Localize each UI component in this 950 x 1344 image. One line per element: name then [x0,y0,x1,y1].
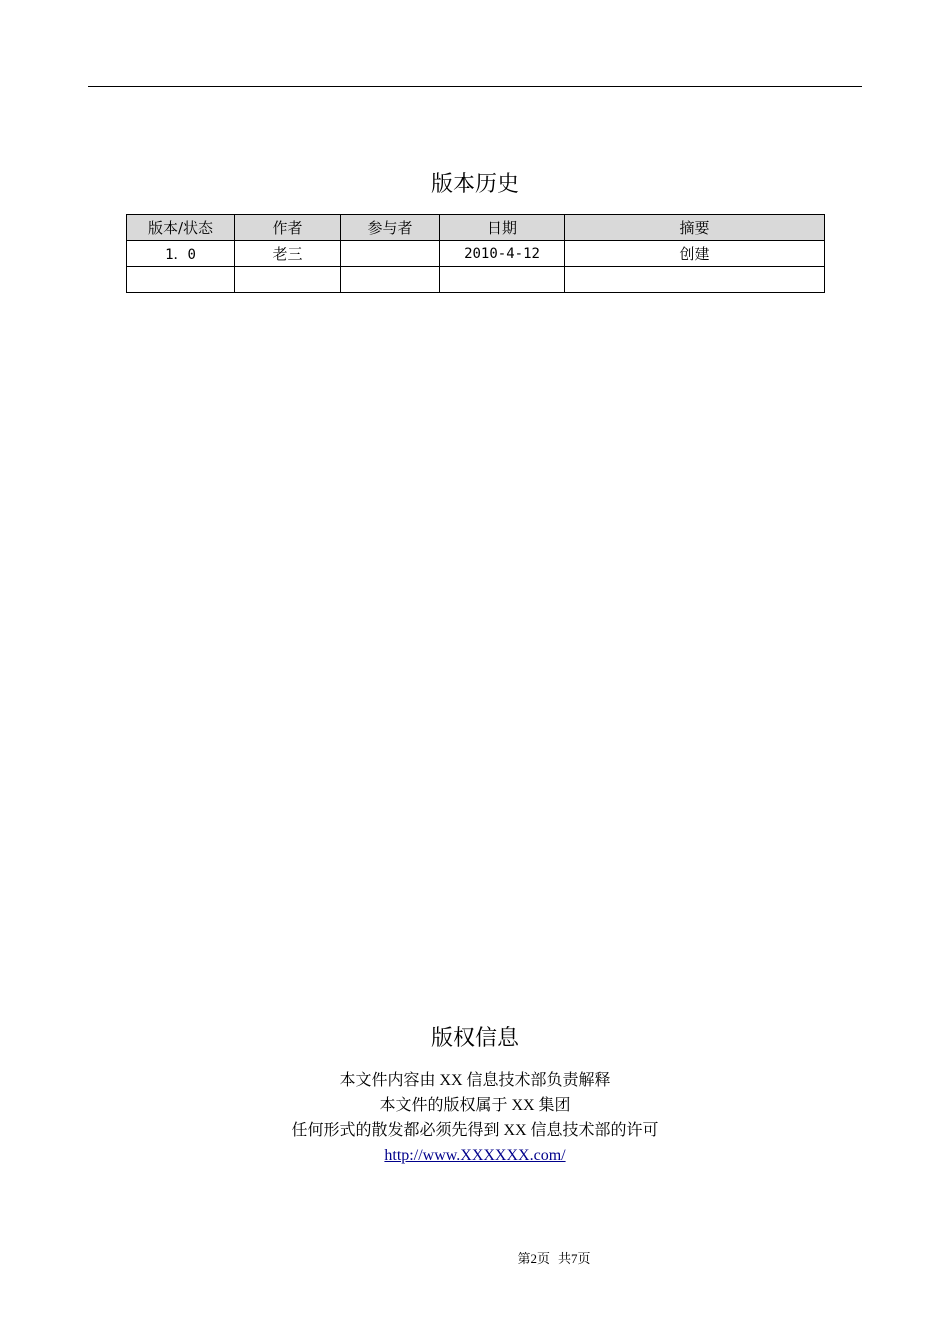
page-number: 第2页 [517,1251,550,1266]
page-total: 共7页 [558,1251,591,1266]
cell-summary [565,267,825,293]
column-header-author: 作者 [235,215,341,241]
copyright-block [0,1068,950,1168]
website-link[interactable]: http://www.XXXXXX.com/ [384,1147,566,1164]
cell-date: 2010-4-12 [440,241,565,267]
cell-participants [341,241,440,267]
cell-participants [341,267,440,293]
table-row [127,267,825,293]
column-header-date: 日期 [440,215,565,241]
column-header-summary: 摘要 [565,215,825,241]
cell-author: 老三 [235,241,341,267]
version-history-title: 版本历史 [430,172,519,197]
column-header-participants: 参与者 [341,215,440,241]
column-header-version: 版本/状态 [127,215,235,241]
table-row [127,241,825,267]
copyright-title: 版权信息 [430,1026,519,1051]
cell-version [127,267,235,293]
cell-summary: 创建 [565,241,825,267]
copyright-line: 任何形式的散发都必须先得到 XX 信息技术部的许可 [291,1122,659,1139]
cell-date [440,267,565,293]
header-rule [88,86,862,87]
copyright-line: 本文件的版权属于 XX 集团 [379,1097,571,1114]
version-history-table [126,214,825,293]
cell-author [235,267,341,293]
copyright-line: 本文件内容由 XX 信息技术部负责解释 [339,1072,611,1089]
cell-version: 1．0 [127,241,235,267]
page-footer [0,1248,950,1267]
table-header-row [127,215,825,241]
